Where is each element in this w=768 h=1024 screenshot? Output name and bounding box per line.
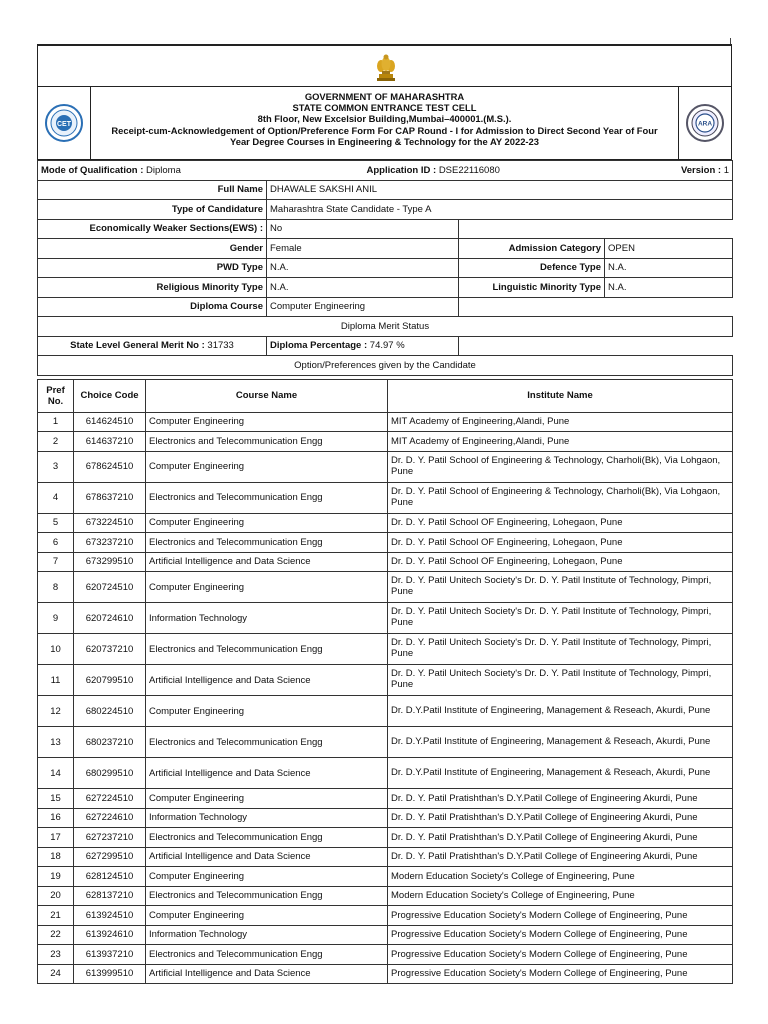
institute-name-cell: Dr. D.Y.Patil Institute of Engineering, Management & Reseach, Akurdi, Pune: [388, 696, 733, 727]
choice-code-cell: 620724610: [74, 603, 146, 634]
choice-code-cell: 627237210: [74, 828, 146, 848]
course-name-cell: Electronics and Telecommunication Engg: [146, 727, 388, 758]
defence-value: N.A.: [605, 258, 733, 278]
table-row: [38, 533, 733, 553]
course-name-cell: Electronics and Telecommunication Engg: [146, 828, 388, 848]
table-row: [38, 867, 733, 887]
admission-category-value: OPEN: [605, 239, 733, 259]
choice-code-cell: 673237210: [74, 533, 146, 553]
pref-no-cell: 8: [38, 572, 74, 603]
choice-code-cell: 613937210: [74, 945, 146, 965]
table-row: [38, 513, 733, 533]
institute-name-cell: Dr. D. Y. Patil Unitech Society's Dr. D. Y. Patil Institute of Technology, Pimpri, Pune: [388, 572, 733, 603]
course-name-cell: Artificial Intelligence and Data Science: [146, 665, 388, 696]
course-name-cell: Artificial Intelligence and Data Science: [146, 758, 388, 789]
options-title-row: [38, 356, 733, 376]
candidature-label: Type of Candidature: [38, 200, 267, 220]
merit-blank: [459, 336, 733, 356]
ews-row: [38, 219, 733, 239]
course-name-cell: Computer Engineering: [146, 906, 388, 926]
table-row: [38, 552, 733, 572]
candidate-info-table: [37, 160, 733, 376]
course-name-cell: Computer Engineering: [146, 412, 388, 432]
choice-code-cell: 678637210: [74, 482, 146, 513]
course-name-header: Course Name: [146, 379, 388, 412]
preferences-header-row: [38, 379, 733, 412]
pref-no-cell: 20: [38, 886, 74, 906]
merit-status-heading: Diploma Merit Status: [38, 317, 733, 337]
table-row: [38, 758, 733, 789]
table-row: [38, 603, 733, 634]
course-name-cell: Electronics and Telecommunication Engg: [146, 945, 388, 965]
institute-name-cell: Dr. D. Y. Patil Unitech Society's Dr. D. Y. Patil Institute of Technology, Pimpri, Pune: [388, 634, 733, 665]
pref-no-cell: 21: [38, 906, 74, 926]
document-header: [37, 86, 732, 160]
svg-text:ARA: ARA: [697, 120, 713, 128]
diploma-course-value: Computer Engineering: [267, 297, 459, 317]
choice-code-cell: 627224610: [74, 808, 146, 828]
pref-no-cell: 2: [38, 432, 74, 452]
religious-minority-value: N.A.: [267, 278, 459, 298]
choice-code-cell: 620799510: [74, 665, 146, 696]
choice-code-cell: 680299510: [74, 758, 146, 789]
choice-code-cell: 673299510: [74, 552, 146, 572]
pwd-label: PWD Type: [38, 258, 267, 278]
merit-row: [38, 336, 733, 356]
course-name-cell: Electronics and Telecommunication Engg: [146, 634, 388, 665]
pref-no-cell: 1: [38, 412, 74, 432]
institute-name-cell: Dr. D. Y. Patil School OF Engineering, Lohegaon, Pune: [388, 552, 733, 572]
admission-category-label: Admission Category: [459, 239, 605, 259]
pref-no-cell: 4: [38, 482, 74, 513]
pref-no-cell: 16: [38, 808, 74, 828]
mode-cell: Mode of Qualification : Diploma: [38, 161, 267, 181]
table-row: [38, 945, 733, 965]
pref-no-cell: 18: [38, 847, 74, 867]
institute-name-cell: Dr. D. Y. Patil Unitech Society's Dr. D. Y. Patil Institute of Technology, Pimpri, Pune: [388, 603, 733, 634]
course-name-cell: Information Technology: [146, 808, 388, 828]
table-row: [38, 808, 733, 828]
choice-code-cell: 678624510: [74, 451, 146, 482]
institute-name-cell: MIT Academy of Engineering,Alandi, Pune: [388, 432, 733, 452]
govt-title: GOVERNMENT OF MAHARASHTRA: [304, 91, 465, 102]
course-name-cell: Computer Engineering: [146, 513, 388, 533]
choice-code-cell: 613999510: [74, 964, 146, 984]
choice-code-cell: 628137210: [74, 886, 146, 906]
preferences-body: [38, 412, 733, 984]
pref-no-cell: 24: [38, 964, 74, 984]
course-name-cell: Computer Engineering: [146, 451, 388, 482]
institute-name-cell: Dr. D. Y. Patil Pratishthan's D.Y.Patil College of Engineering Akurdi, Pune: [388, 828, 733, 848]
right-logo-cell: [678, 87, 731, 159]
ara-logo-icon: [686, 104, 724, 142]
left-logo-cell: [38, 87, 91, 159]
form-subtitle: Year Degree Courses in Engineering & Technology for the AY 2022-23: [230, 135, 539, 147]
gender-label: Gender: [38, 239, 267, 259]
table-row: [38, 482, 733, 513]
minority-row: [38, 278, 733, 298]
table-row: [38, 432, 733, 452]
institute-name-cell: Modern Education Society's College of Engineering, Pune: [388, 867, 733, 887]
course-name-cell: Electronics and Telecommunication Engg: [146, 432, 388, 452]
choice-code-cell: 620724510: [74, 572, 146, 603]
fullname-row: [38, 180, 733, 200]
table-row: [38, 572, 733, 603]
course-name-cell: Electronics and Telecommunication Engg: [146, 533, 388, 553]
acknowledgement-document: [37, 45, 732, 984]
address: 8th Floor, New Excelsior Building,Mumbai–400001.(M.S.).: [257, 113, 512, 125]
cet-cell-logo-icon: [45, 104, 83, 142]
institute-name-cell: Dr. D.Y.Patil Institute of Engineering, Management & Reseach, Akurdi, Pune: [388, 727, 733, 758]
institute-name-cell: MIT Academy of Engineering,Alandi, Pune: [388, 412, 733, 432]
ews-label: Economically Weaker Sections(EWS) :: [38, 219, 267, 239]
pref-no-cell: 19: [38, 867, 74, 887]
institute-name-cell: Dr. D. Y. Patil School OF Engineering, Lohegaon, Pune: [388, 533, 733, 553]
form-title: Receipt-cum-Acknowledgement of Option/Preference Form For CAP Round - I for Admission to Direct Second Year of Four: [111, 124, 658, 136]
course-blank: [459, 297, 733, 317]
candidature-row: [38, 200, 733, 220]
percentage-cell: Diploma Percentage : 74.97 %: [267, 336, 459, 356]
pref-no-header: Pref No.: [38, 379, 74, 412]
pref-no-cell: 6: [38, 533, 74, 553]
course-name-cell: Computer Engineering: [146, 789, 388, 809]
table-row: [38, 696, 733, 727]
pwd-value: N.A.: [267, 258, 459, 278]
candidature-value: Maharashtra State Candidate - Type A: [267, 200, 733, 220]
choice-code-cell: 628124510: [74, 867, 146, 887]
pref-no-cell: 10: [38, 634, 74, 665]
gender-value: Female: [267, 239, 459, 259]
institute-name-cell: Dr. D. Y. Patil Pratishthan's D.Y.Patil College of Engineering Akurdi, Pune: [388, 847, 733, 867]
institute-name-cell: Dr. D. Y. Patil School of Engineering & Technology, Charholi(Bk), Via Lohgaon, Pune: [388, 482, 733, 513]
religious-minority-label: Religious Minority Type: [38, 278, 267, 298]
emblem-row: [37, 45, 732, 86]
choice-code-cell: 673224510: [74, 513, 146, 533]
pwd-row: [38, 258, 733, 278]
course-name-cell: Artificial Intelligence and Data Science: [146, 847, 388, 867]
diploma-course-label: Diploma Course: [38, 297, 267, 317]
pref-no-cell: 11: [38, 665, 74, 696]
cell-title: STATE COMMON ENTRANCE TEST CELL: [292, 102, 477, 114]
table-row: [38, 828, 733, 848]
choice-code-cell: 613924610: [74, 925, 146, 945]
course-name-cell: Information Technology: [146, 925, 388, 945]
ews-blank: [459, 219, 733, 239]
choice-code-cell: 680224510: [74, 696, 146, 727]
pref-no-cell: 9: [38, 603, 74, 634]
fullname-value: DHAWALE SAKSHI ANIL: [267, 180, 733, 200]
choice-code-cell: 613924510: [74, 906, 146, 926]
choice-code-cell: 680237210: [74, 727, 146, 758]
merit-status-row: [38, 317, 733, 337]
institute-name-cell: Modern Education Society's College of Engineering, Pune: [388, 886, 733, 906]
fullname-label: Full Name: [38, 180, 267, 200]
course-name-cell: Information Technology: [146, 603, 388, 634]
course-name-cell: Computer Engineering: [146, 867, 388, 887]
course-name-cell: Artificial Intelligence and Data Science: [146, 964, 388, 984]
table-row: [38, 847, 733, 867]
choice-code-cell: 620737210: [74, 634, 146, 665]
pref-no-cell: 13: [38, 727, 74, 758]
pref-no-cell: 23: [38, 945, 74, 965]
institute-name-cell: Progressive Education Society's Modern College of Engineering, Pune: [388, 925, 733, 945]
pref-no-cell: 17: [38, 828, 74, 848]
appid-cell: Application ID : DSE22116080: [267, 161, 605, 181]
institute-name-cell: Progressive Education Society's Modern College of Engineering, Pune: [388, 945, 733, 965]
gender-row: [38, 239, 733, 259]
mode-row: [38, 161, 733, 181]
table-row: [38, 789, 733, 809]
course-name-cell: Electronics and Telecommunication Engg: [146, 886, 388, 906]
version-cell: Version : 1: [605, 161, 733, 181]
institute-name-cell: Dr. D. Y. Patil Pratishthan's D.Y.Patil College of Engineering Akurdi, Pune: [388, 789, 733, 809]
institute-name-cell: Progressive Education Society's Modern College of Engineering, Pune: [388, 964, 733, 984]
svg-text:CET: CET: [57, 121, 71, 128]
table-row: [38, 906, 733, 926]
table-row: [38, 727, 733, 758]
choice-code-cell: 627224510: [74, 789, 146, 809]
preferences-table: [37, 379, 733, 985]
defence-label: Defence Type: [459, 258, 605, 278]
institute-name-cell: Dr. D. Y. Patil Unitech Society's Dr. D. Y. Patil Institute of Technology, Pimpri, Pune: [388, 665, 733, 696]
header-text: [91, 87, 678, 159]
pref-no-cell: 5: [38, 513, 74, 533]
choice-code-cell: 627299510: [74, 847, 146, 867]
course-name-cell: Electronics and Telecommunication Engg: [146, 482, 388, 513]
pref-no-cell: 22: [38, 925, 74, 945]
table-row: [38, 412, 733, 432]
institute-name-cell: Progressive Education Society's Modern College of Engineering, Pune: [388, 906, 733, 926]
institute-name-cell: Dr. D. Y. Patil Pratishthan's D.Y.Patil College of Engineering Akurdi, Pune: [388, 808, 733, 828]
choice-code-cell: 614637210: [74, 432, 146, 452]
course-name-cell: Computer Engineering: [146, 696, 388, 727]
table-row: [38, 634, 733, 665]
linguistic-minority-value: N.A.: [605, 278, 733, 298]
table-row: [38, 665, 733, 696]
choice-code-cell: 614624510: [74, 412, 146, 432]
linguistic-minority-label: Linguistic Minority Type: [459, 278, 605, 298]
pref-no-cell: 14: [38, 758, 74, 789]
table-row: [38, 886, 733, 906]
pref-no-cell: 12: [38, 696, 74, 727]
pref-no-cell: 7: [38, 552, 74, 572]
course-name-cell: Artificial Intelligence and Data Science: [146, 552, 388, 572]
merit-no-cell: State Level General Merit No : 31733: [38, 336, 267, 356]
choice-code-header: Choice Code: [74, 379, 146, 412]
pref-no-cell: 3: [38, 451, 74, 482]
institute-name-cell: Dr. D. Y. Patil School of Engineering & Technology, Charholi(Bk), Via Lohgaon, Pune: [388, 451, 733, 482]
pref-no-cell: 15: [38, 789, 74, 809]
state-emblem-icon: [370, 52, 402, 84]
institute-name-header: Institute Name: [388, 379, 733, 412]
table-row: [38, 964, 733, 984]
course-name-cell: Computer Engineering: [146, 572, 388, 603]
options-heading: Option/Preferences given by the Candidate: [38, 356, 733, 376]
table-row: [38, 925, 733, 945]
institute-name-cell: Dr. D.Y.Patil Institute of Engineering, Management & Reseach, Akurdi, Pune: [388, 758, 733, 789]
course-row: [38, 297, 733, 317]
ews-value: No: [267, 219, 459, 239]
institute-name-cell: Dr. D. Y. Patil School OF Engineering, Lohegaon, Pune: [388, 513, 733, 533]
table-row: [38, 451, 733, 482]
